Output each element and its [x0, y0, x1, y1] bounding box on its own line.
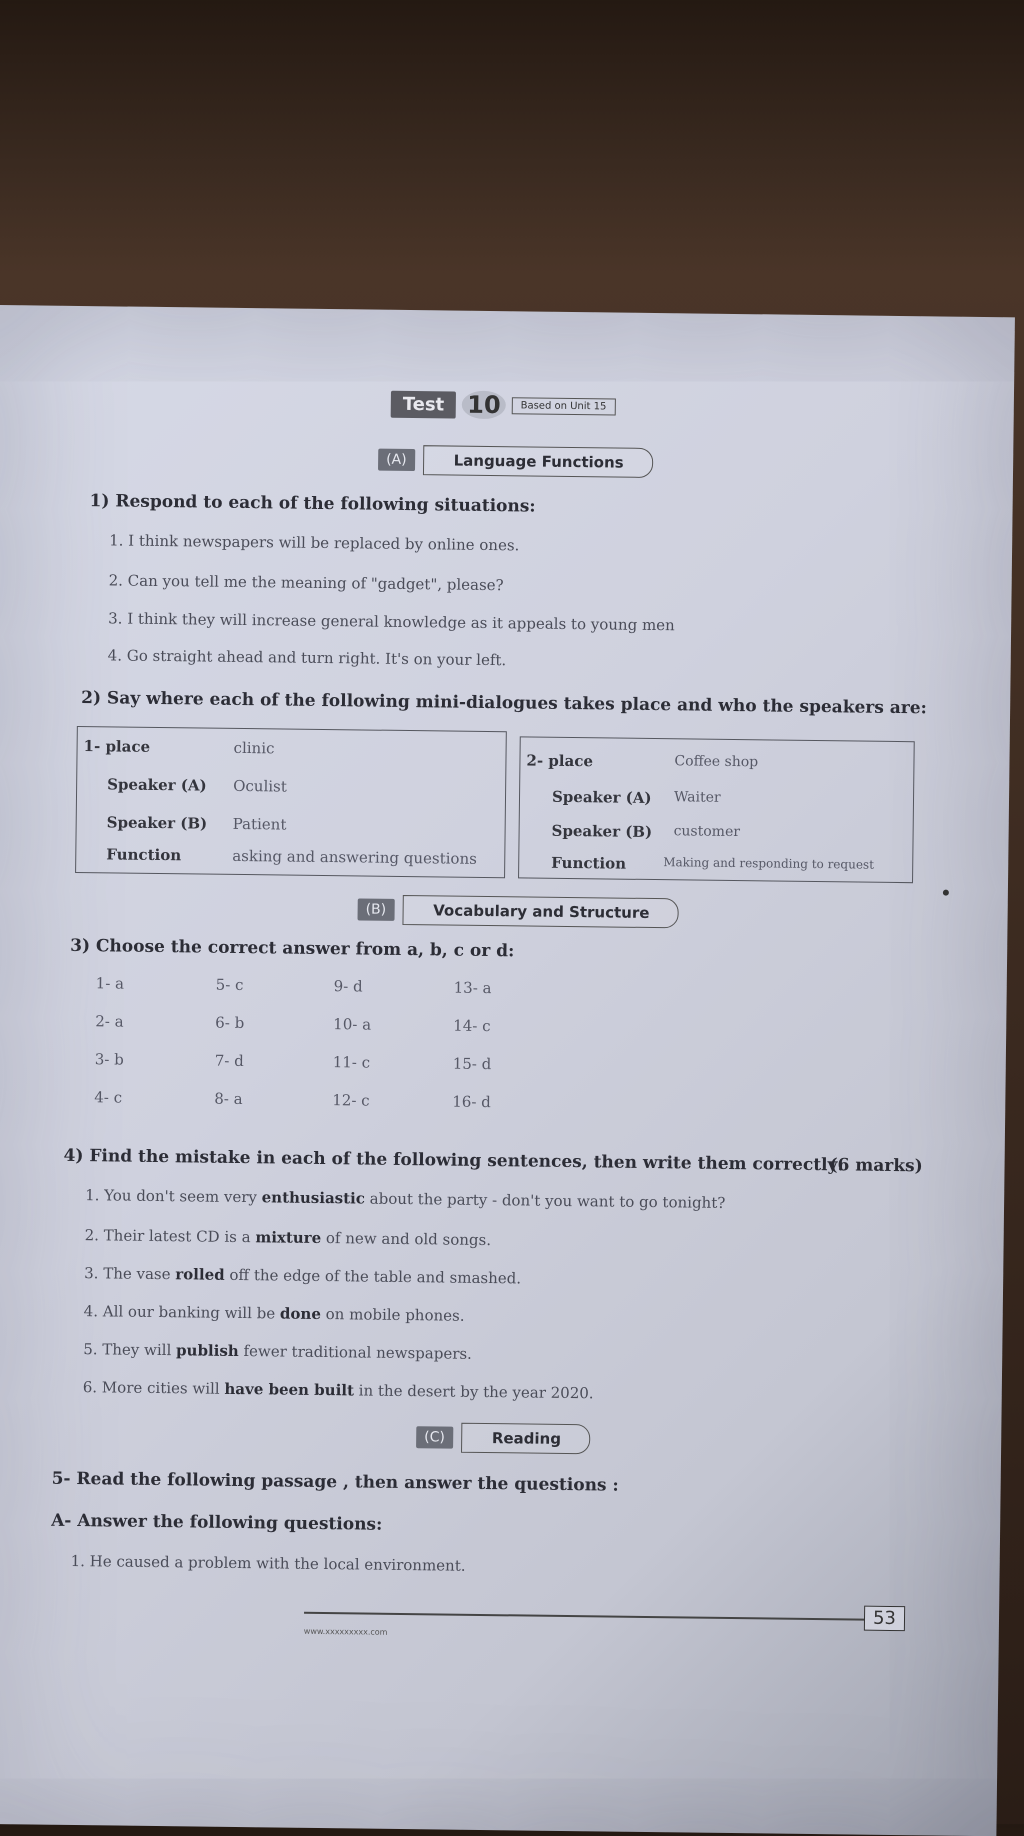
answer-cell: 10- a [333, 1015, 372, 1034]
answer-cell: 3- b [94, 1050, 124, 1069]
test-number: 10 [462, 391, 506, 420]
q1-item-2: 2. Can you tell me the meaning of "gadget", please? [108, 571, 504, 595]
margin-dot [943, 890, 949, 896]
answer-cell: 16- d [452, 1092, 491, 1112]
answer-cell: 14- c [453, 1016, 491, 1036]
test-header [391, 390, 616, 421]
q4-heading: 4) Find the mistake in each of the following sentences, then write them correctly: [63, 1145, 844, 1176]
box1-f-label: Function [106, 845, 182, 865]
box1-f: asking and answering questions [232, 846, 477, 868]
box1-place: clinic [233, 738, 275, 758]
section-a-letter: (A) [378, 449, 415, 471]
box2-a-label: Speaker (A) [551, 787, 652, 807]
q5-sub-heading: A- Answer the following questions: [51, 1510, 383, 1535]
box1-a: Oculist [233, 776, 287, 796]
section-b-letter: (B) [358, 898, 395, 920]
answer-cell: 6- b [215, 1013, 245, 1033]
q1-item-1: 1. I think newspapers will be replaced by online ones. [109, 531, 520, 555]
box1-b: Patient [232, 814, 287, 834]
section-a-bar [378, 445, 653, 478]
test-label: Test [391, 390, 457, 418]
footer-url: www.xxxxxxxxx.com [303, 1626, 388, 1637]
footer-rule [304, 1612, 864, 1620]
q1-heading: 1) Respond to each of the following situations: [89, 491, 536, 517]
box2-b: customer [673, 823, 741, 841]
box1-b-label: Speaker (B) [106, 813, 208, 833]
q1-item-3: 3. I think they will increase general knowledge as it appeals to young men [108, 609, 675, 635]
answer-cell: 5- c [215, 975, 244, 995]
workbook-page [0, 305, 1015, 1836]
answer-row [95, 1012, 553, 1056]
answer-grid [94, 974, 554, 1132]
q3-heading: 3) Choose the correct answer from a, b, c or d: [70, 935, 515, 962]
page-number: 53 [864, 1606, 905, 1631]
q4-marks: (6 marks) [829, 1155, 923, 1177]
q2-heading: 2) Say where each of the following mini-dialogues takes place and who the speakers are: [81, 688, 927, 719]
box2-b-label: Speaker (B) [551, 821, 653, 842]
box1-a-label: Speaker (A) [107, 775, 207, 795]
answer-cell: 1- a [95, 974, 125, 993]
answer-cell: 9- d [333, 977, 363, 996]
box2-f-label: Function [551, 853, 627, 873]
answer-cell: 13- a [453, 978, 492, 998]
q1-item-4: 4. Go straight ahead and turn right. It's on your left. [107, 646, 507, 670]
answer-cell: 15- d [452, 1054, 492, 1074]
box2-place-label: 2- place [526, 751, 594, 771]
box2-place: Coffee shop [674, 753, 759, 771]
section-a-title: Language Functions [422, 445, 652, 478]
answer-cell: 8- a [214, 1089, 243, 1109]
answer-cell: 7- d [214, 1051, 244, 1071]
q4-item-4: 4. All our banking will be done on mobile phones. [83, 1302, 465, 1325]
box1-place-label: 1- place [83, 737, 151, 756]
answer-row [94, 1050, 552, 1094]
box2-f: Making and responding to request [663, 855, 875, 872]
q4-item-5: 5. They will publish fewer traditional newspapers. [83, 1340, 473, 1363]
section-b-title: Vocabulary and Structure [402, 895, 679, 928]
q4-item-6: 6. More cities will have been built in the desert by the year 2020. [82, 1378, 594, 1403]
section-c-letter: (C) [416, 1426, 453, 1448]
box2-a: Waiter [673, 789, 721, 806]
answer-cell: 4- c [94, 1088, 123, 1107]
dialogue-box-2 [518, 736, 915, 883]
answer-row [95, 974, 553, 1018]
section-c-title: Reading [461, 1423, 590, 1455]
q5-item-1: 1. He caused a problem with the local environment. [70, 1551, 466, 1575]
q4-item-3: 3. The vase rolled off the edge of the table and smashed. [84, 1264, 522, 1288]
answer-row [94, 1088, 552, 1132]
dialogue-box-1 [75, 726, 507, 878]
section-c-bar [416, 1422, 590, 1454]
answer-cell: 2- a [95, 1012, 124, 1031]
answer-cell: 12- c [332, 1091, 370, 1110]
q4-item-1: 1. You don't seem very enthusiastic about the party - don't you want to go tonight? [85, 1186, 726, 1212]
q4-item-2: 2. Their latest CD is a mixture of new and old songs. [84, 1226, 492, 1250]
based-on-label: Based on Unit 15 [512, 397, 616, 415]
answer-cell: 11- c [332, 1053, 371, 1072]
q5-heading: 5- Read the following passage , then answer the questions : [51, 1468, 619, 1496]
section-b-bar [357, 894, 678, 928]
